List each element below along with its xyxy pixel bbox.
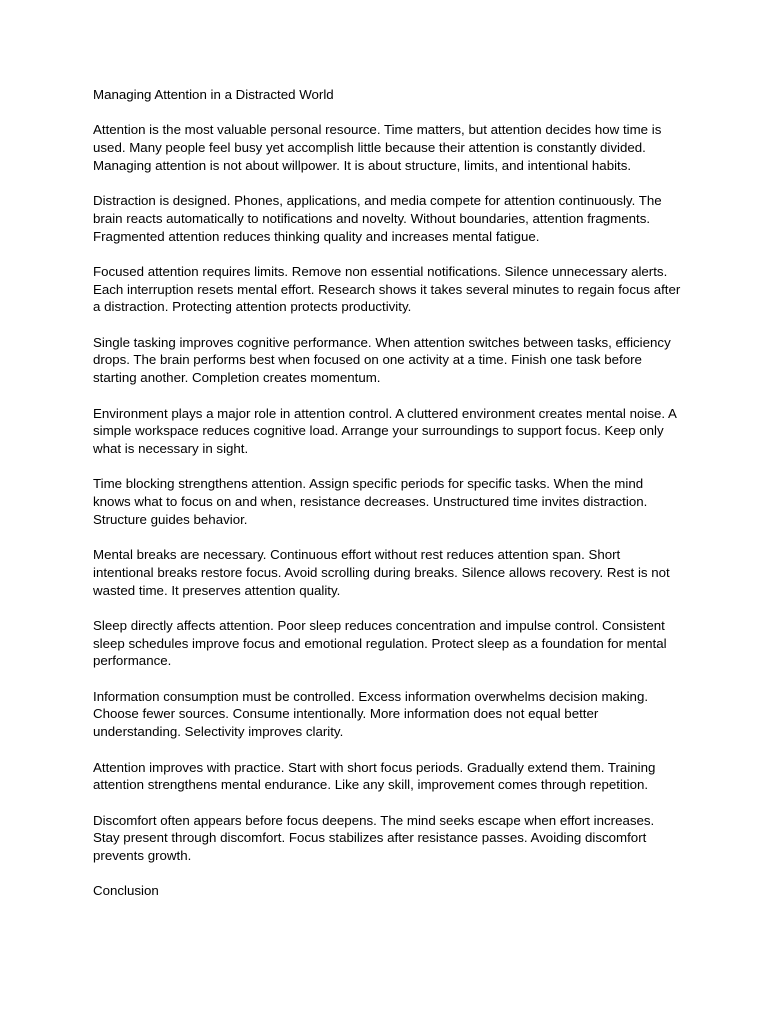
paragraph-1: Attention is the most valuable personal resource. Time matters, but attention decides how time is used. Many people feel busy yet accomplish little because their attention is constantly divided. Managing attention is not about willpower. It is about structure, limits, and intentional habits.: [93, 122, 662, 173]
conclusion-heading: Conclusion: [93, 883, 159, 899]
document-page: [93, 86, 683, 900]
paragraph-6: Time blocking strengthens attention. Assign specific periods for specific tasks. When the mind knows what to focus on and when, resistance decreases. Unstructured time invites distraction. Structure guides behavior.: [93, 476, 648, 527]
paragraph-8: Sleep directly affects attention. Poor sleep reduces concentration and impulse control. Consistent sleep schedules improve focus and emotional regulation. Protect sleep as a foundation for mental performance.: [93, 617, 667, 669]
paragraph-11: Discomfort often appears before focus deepens. The mind seeks escape when effort increases. Stay present through discomfort. Focus stabilizes after resistance passes. Avoiding discomfort prevents growth.: [93, 812, 655, 864]
paragraph-2: Distraction is designed. Phones, applications, and media compete for attention continuously. The brain reacts automatically to notifications and novelty. Without boundaries, attention fragments. Fragmented attention reduces thinking quality and increases mental fatigue.: [93, 193, 662, 244]
paragraph-7: Mental breaks are necessary. Continuous effort without rest reduces attention span. Short intentional breaks restore focus. Avoid scrolling during breaks. Silence allows recovery. Rest is not wasted time. It preserves attention quality.: [93, 547, 670, 598]
document-title: Managing Attention in a Distracted World: [93, 87, 334, 102]
paragraph-5: Environment plays a major role in attention control. A cluttered environment creates mental noise. A simple workspace reduces cognitive load. Arrange your surroundings to support focus. Keep only what is necessary in sight.: [93, 405, 677, 456]
paragraph-10: Attention improves with practice. Start with short focus periods. Gradually extend them. Training attention strengthens mental endurance. Like any skill, improvement comes through repetition.: [93, 759, 656, 793]
paragraph-3: Focused attention requires limits. Remove non essential notifications. Silence unnecessary alerts. Each interruption resets mental effort. Research shows it takes several minutes to regain focus after a distraction. Protecting attention protects productivity.: [93, 263, 681, 315]
paragraph-9: Information consumption must be controlled. Excess information overwhelms decision making. Choose fewer sources. Consume intentionally. More information does not equal better understanding. Selectivity improves clarity.: [93, 688, 649, 740]
paragraph-4: Single tasking improves cognitive performance. When attention switches between tasks, efficiency drops. The brain performs best when focused on one activity at a time. Finish one task before starting another. Completion creates momentum.: [93, 334, 671, 386]
